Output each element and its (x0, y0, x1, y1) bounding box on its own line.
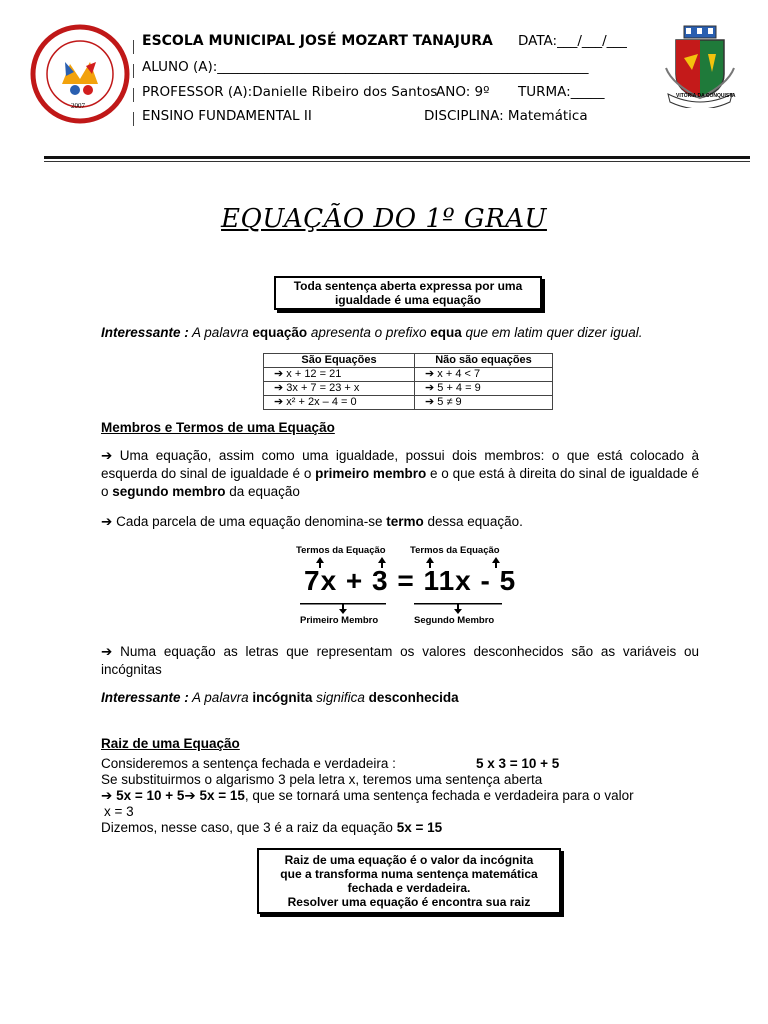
equation-diagram (290, 545, 517, 635)
definition-line-2: igualdade é uma equação (334, 293, 482, 307)
root-line-5: Dizemos, nesse caso, que 3 é a raiz da equação 5x = 15 (101, 820, 443, 835)
table-row: ➔ x² + 2x – 4 = 0 ➔ 5 ≠ 9 (264, 396, 553, 410)
root-box-line-3: fechada e verdadeira. (347, 881, 471, 895)
table-header: Não são equações (415, 354, 553, 368)
root-line-1: Consideremos a sentença fechada e verdadeira : (101, 756, 396, 771)
members-heading: Membros e Termos de uma Equação (101, 420, 335, 435)
table-row: ➔ x + 12 = 21 ➔ x + 4 < 7 (264, 368, 553, 382)
second-member-label: Segundo Membro (414, 615, 495, 626)
class-field: TURMA:_____ (518, 84, 605, 100)
example-equation: 7x + 3 = 11x - 5 (304, 565, 517, 596)
teacher-field: PROFESSOR (A):Danielle Ribeiro dos Santos (142, 84, 438, 100)
school-name: ESCOLA MUNICIPAL JOSÉ MOZART TANAJURA (142, 33, 493, 49)
root-line-3: ➔ 5x = 10 + 5➔ 5x = 15, que se tornará uma sentença fechada e verdadeira para o valor (101, 788, 634, 803)
root-heading: Raiz de uma Equação (101, 736, 240, 751)
root-definition-box (257, 848, 561, 914)
level-field: ENSINO FUNDAMENTAL II (142, 108, 312, 124)
subject-field: DISCIPLINA: Matemática (424, 108, 588, 124)
arrows-down-icon (290, 602, 510, 616)
definition-line-1: Toda sentença aberta expressa por uma (293, 279, 523, 293)
interesting-label: Interessante : (101, 325, 189, 340)
date-field: DATA:___/___/___ (518, 33, 627, 49)
root-box-line-4: Resolver uma equação é encontra sua raiz (287, 895, 531, 909)
table-row: ➔ 3x + 7 = 23 + x ➔ 5 + 4 = 9 (264, 382, 553, 396)
interesting-note-2: Interessante : A palavra incógnita significa desconhecida (101, 690, 459, 705)
student-field: ALUNO (A):_______________________________________________________ (142, 59, 589, 75)
table-header: São Equações (264, 354, 415, 368)
interesting-note-1: Interessante : A palavra equação apresenta o prefixo equa que em latim quer dizer igual. (101, 325, 643, 340)
root-example-equation: 5 x 3 = 10 + 5 (476, 756, 560, 771)
coat-banner-text: VITÓRIA DA CONQUISTA (676, 93, 736, 99)
members-paragraph: ➔ Uma equação, assim como uma igualdade, possui dois membros: o que está colocado à esquerda do sinal de igualdade é o primeiro membro e o que está à direita do sinal de igualdade é o segundo membro da equação (101, 448, 699, 499)
school-logo (30, 24, 130, 124)
first-member-label: Primeiro Membro (300, 615, 379, 626)
equations-table (263, 353, 553, 410)
logo-year: 2007 (71, 102, 85, 110)
definition-box (274, 276, 542, 310)
unknowns-paragraph: ➔ Numa equação as letras que representam os valores desconhecidos são as variáveis ou incógnitas (101, 644, 699, 677)
header-divider (44, 156, 750, 159)
root-line-4: x = 3 (104, 804, 134, 819)
root-box-line-1: Raiz de uma equação é o valor da incógnita (284, 853, 534, 867)
terms-label-right: Termos da Equação (410, 545, 500, 556)
root-line-2: Se substituirmos o algarismo 3 pela letra x, teremos uma sentença aberta (101, 772, 543, 787)
page-title: EQUAÇÃO DO 1º GRAU (221, 204, 547, 234)
root-box-line-2: que a transforma numa sentença matemática (280, 867, 538, 881)
terms-label-left: Termos da Equação (296, 545, 386, 556)
terms-paragraph: ➔ Cada parcela de uma equação denomina-se termo dessa equação. (101, 514, 523, 529)
city-coat-of-arms (662, 24, 738, 108)
year-field: ANO: 9º (436, 84, 490, 100)
